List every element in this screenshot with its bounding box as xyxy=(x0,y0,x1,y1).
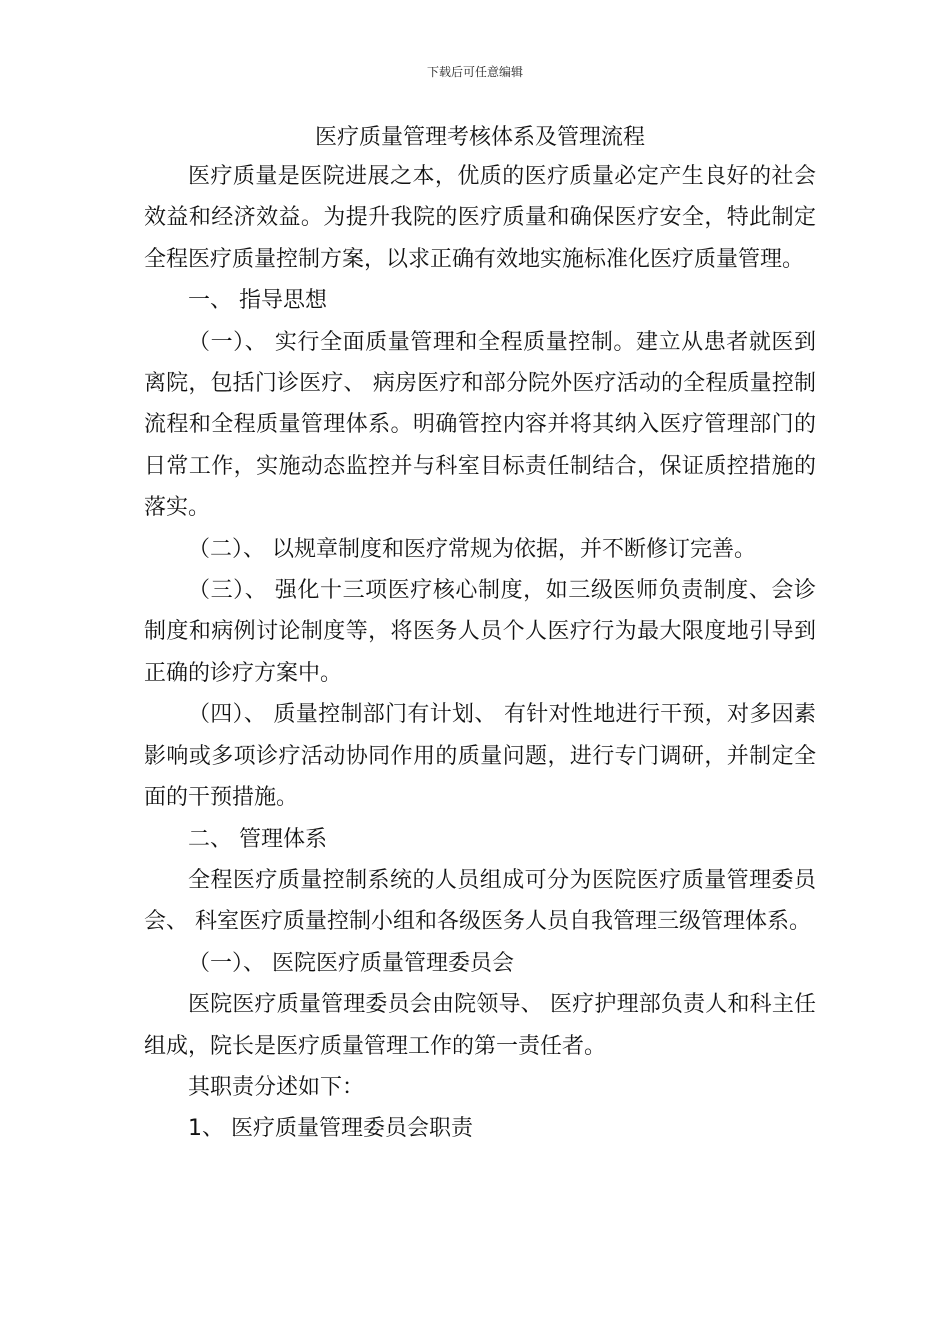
section-heading-2: 二、 管理体系 xyxy=(188,826,327,852)
paragraph-1-4: （四）、 质量控制部门有计划、 有针对性地进行干预，对多因素影响或多项诊疗活动协同作用的质量问题，进行专门调研，并制定全面的干预措施。 xyxy=(144,702,816,811)
list-item-1: 1、 医疗质量管理委员会职责 xyxy=(188,1116,473,1142)
document-body xyxy=(144,120,816,1150)
document-title: 医疗质量管理考核体系及管理流程 xyxy=(314,125,645,150)
page-header: 下载后可任意编辑 xyxy=(426,65,523,79)
paragraph-2-1: 医院医疗质量管理委员会由院领导、 医疗护理部负责人和科主任组成，院长是医疗质量管理工作的第一责任者。 xyxy=(144,992,816,1059)
subsection-heading-2-1: （一）、 医院医疗质量管理委员会 xyxy=(188,950,514,976)
section-heading-1: 一、 指导思想 xyxy=(188,288,327,314)
paragraph-2-intro: 全程医疗质量控制系统的人员组成可分为医院医疗质量管理委员会、 科室医疗质量控制小组和各级医务人员自我管理三级管理体系。 xyxy=(144,867,816,935)
paragraph-intro: 医疗质量是医院进展之本，优质的医疗质量必定产生良好的社会效益和经济效益。为提升我院的医疗质量和确保医疗安全，特此制定全程医疗质量控制方案，以求正确有效地实施标准化医疗质量管理。 xyxy=(144,164,816,272)
paragraph-1-1: （一）、 实行全面质量管理和全程质量控制。建立从患者就医到离院，包括门诊医疗、 病房医疗和部分院外医疗活动的全程质量控制流程和全程质量管理体系。明确管控内容并将其纳入医疗管理部门的日常工作，实施动态监控并与科室目标责任制结合，保证质控措施的落实。 xyxy=(144,329,816,521)
paragraph-1-3: （三）、 强化十三项医疗核心制度，如三级医师负责制度、会诊制度和病例讨论制度等，将医务人员个人医疗行为最大限度地引导到正确的诊疗方案中。 xyxy=(144,578,816,686)
paragraph-1-2: （二）、 以规章制度和医疗常规为依据，并不断修订完善。 xyxy=(188,536,756,562)
paragraph-duties-intro: 其职责分述如下： xyxy=(188,1074,365,1100)
